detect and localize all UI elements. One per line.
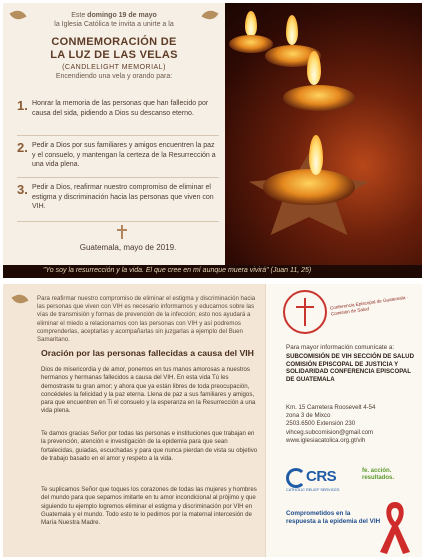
prayer-text: Honrar la memoria de las personas que han fallecido por causa del sida, pidiendo a Dios su descanso eterno. [32, 100, 209, 117]
logo-text: Conferencia Episcopal de Guatemala · Comisión de Salud [329, 294, 409, 317]
contact-panel [265, 284, 422, 557]
prayer-number: 3. [17, 182, 28, 197]
divider [17, 177, 219, 178]
prayer-paragraph: Dios de misericordia y de amor, ponemos en tus manos amorosas a nuestros hermanos y hermanas fallecidos a causa del VIH. En esta vida Tú les demostraste tu gran amor; y ahora que ya están libres de toda preocupación, concédeles la felicidad y la paz eterna. Llena de paz a sus familiares y amigos, para que encuentren en Ti el consuelo y la esperanza en la Resurrección a una vida plena. [41, 366, 256, 415]
address-line: zona 3 de Mixco [286, 412, 331, 420]
address-block [286, 404, 416, 445]
prayer-item [17, 99, 219, 118]
crs-full-name: CATHOLIC RELIEF SERVICES [286, 488, 340, 492]
website: www.iglesiacatolica.org.gt/vih [286, 436, 366, 444]
candle-bowl [229, 35, 273, 53]
flame-icon [286, 15, 298, 45]
prayer-paragraph: Te damos gracias Señor por todas las personas e instituciones que trabajan en la prevención, atención e investigación de la epidemia para que sean fortalecidas, guiadas, escuchadas y para que nunca pierdan de vista su objetivo de trabajo basado en el amor y respeto a la vida. [41, 430, 258, 462]
prayer-text: Pedir a Dios por sus familiares y amigos encuentren la paz y el consuelo, y mantengan la certeza de la Resurrección a una vida plena. [32, 142, 216, 169]
intro-line [29, 12, 199, 19]
back-intro: Para reafirmar nuestro compromiso de eliminar el estigma y discriminación hacia las personas que viven con VIH es necesario informarnos y educarnos sobre las vías de transmisión y formas de prevención de la infección; esto nos ayudará a eliminar el miedo a relacionarnos con las personas con VIH y así podremos comprenderlas, aceptarlas y acompañarlas sin juzgarlas a ejemplo del Buen Samaritano. [37, 295, 256, 344]
episcopal-logo-icon [283, 290, 327, 334]
bible-quote: "Yo soy la resurrección y la vida. El que cree en mí aunque muera vivirá" (Juan 11, 25) [43, 267, 312, 274]
place-date: Guatemala, mayo de 2019. [79, 243, 177, 252]
leaf-icon [10, 8, 27, 23]
intro-prefix: Este [71, 12, 86, 19]
crs-logo-icon [286, 468, 306, 488]
candles-photo [225, 3, 422, 265]
flame-icon [245, 11, 257, 37]
title-line-2: LA LUZ DE LAS VELAS [50, 49, 178, 61]
leaf-icon [12, 292, 29, 307]
divider [17, 221, 219, 222]
intro-line-2: la Iglesia Católica te invita a unirte a la [54, 21, 174, 28]
crs-tagline: fe. acción. resultados. [362, 468, 395, 481]
subtitle-2: Encendiendo una vela y orando para: [55, 73, 173, 80]
red-ribbon-icon [378, 498, 412, 554]
subtitle: (CANDLELIGHT MEMORIAL) [62, 64, 166, 71]
prayer-paragraph: Te suplicamos Señor que toques los corazones de todas las mujeres y hombres del mundo para que sepamos imitarte en tu amor incondicional al prójimo y que siguiendo tu ejemplo logremos eliminar el estigma y discriminación por VIH en Guatemala y el mundo. Todo esto te lo pedimos por la maternal intercesión de María Nuestra Madre. [41, 486, 257, 527]
prayer-item [17, 183, 219, 212]
title-line-1: CONMEMORACIÓN DE [51, 36, 177, 48]
commitment-text: Comprometidos en la respuesta a la epidemia del VIH [286, 510, 381, 526]
email: vihceg.subcomision@gmail.com [286, 428, 374, 436]
leaf-icon [202, 8, 219, 23]
prayer-title: Oración por las personas fallecidas a causa del VIH [41, 348, 254, 358]
address-line: Km. 15 Carretera Roosevelt 4-54 [286, 404, 376, 411]
info-label: Para mayor información comunícate a: [286, 344, 395, 351]
back-card [3, 284, 422, 557]
front-text-panel [3, 3, 225, 265]
flame-icon [307, 51, 321, 85]
divider [17, 135, 219, 136]
candle-bowl [263, 169, 355, 205]
candle-bowl [283, 85, 355, 111]
organization: SUBCOMISIÓN DE VIH SECCIÓN DE SALUD COMISIÓN EPISCOPAL DE JUSTICIA Y SOLIDARIDAD CONFERENCIA EPISCOPAL DE GUATEMALA [286, 353, 414, 384]
cross-icon [117, 225, 127, 239]
prayer-item [17, 141, 219, 170]
front-card [3, 3, 422, 278]
back-text-panel [3, 284, 265, 557]
prayer-text: Pedir a Dios, reafirmar nuestro compromiso de eliminar el estigma y discriminación hacia las personas que viven con VIH. [32, 184, 214, 211]
crs-name: CRS [306, 468, 337, 485]
intro-date: domingo 19 de mayo [87, 12, 157, 19]
flame-icon [309, 135, 323, 175]
phone: 2503.6500 Extensión 230 [286, 420, 356, 428]
prayer-number: 1. [17, 98, 28, 113]
prayer-number: 2. [17, 140, 28, 155]
